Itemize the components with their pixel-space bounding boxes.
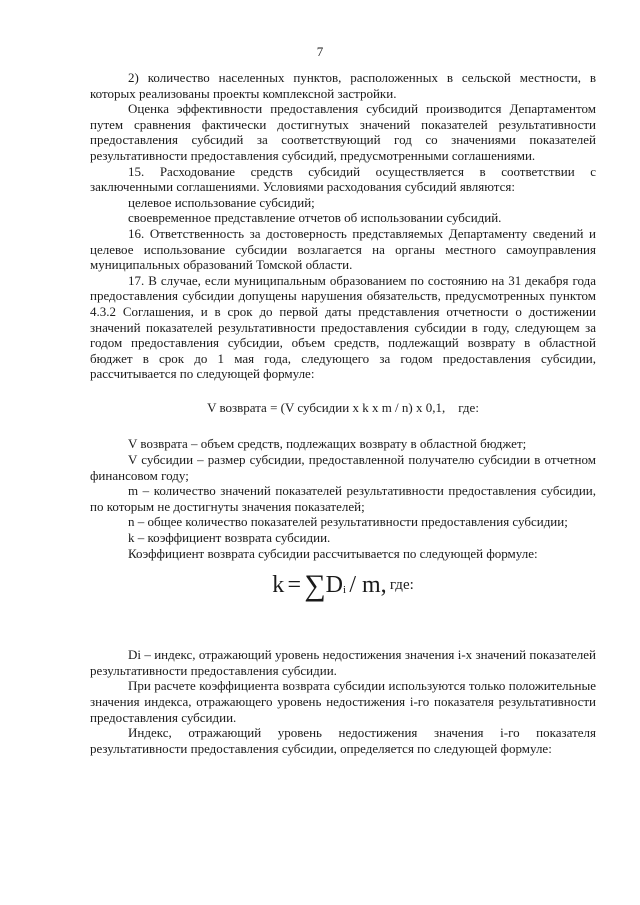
definition: k – коэффициент возврата субсидии.: [128, 530, 331, 546]
paragraph: 2) количество населенных пунктов, расположенных в сельской местности, в которых реализованы проекты комплексной застройки.: [90, 70, 596, 101]
paragraph: Di – индекс, отражающий уровень недостижения значения i-х значений показателей результативности предоставления субсидии.: [90, 647, 596, 678]
paragraph: 17. В случае, если муниципальным образованием по состоянию на 31 декабря года предоставления субсидии допущены нарушения обязательств, предусмотренных пунктом 4.3.2 Соглашения, и в срок до первой даты представления отчетности о достижении значений показателей результативности предоставления субсидии в году, следующем за годом предоставления субсидии, объем средств, подлежащий возврату в областной бюджет в срок до 1 мая года, следующего за годом предоставления субсидии, рассчитывается по следующей формуле:: [90, 272, 596, 382]
paragraph: своевременное представление отчетов об использовании субсидий.: [128, 210, 502, 226]
paragraph: 16. Ответственность за достоверность представляемых Департаменту сведений и целевое использование субсидии возлагается на органы местного самоуправления муниципальных образований Томской области.: [90, 225, 596, 273]
definition: V возврата – объем средств, подлежащих возврату в областной бюджет;: [128, 436, 527, 452]
definition: n – общее количество показателей результативности предоставления субсидии;: [128, 514, 568, 530]
sum-symbol: ∑: [304, 569, 326, 603]
formula-k-equals: =: [287, 572, 302, 599]
definition: Коэффициент возврата субсидии рассчитывается по следующей формуле:: [128, 545, 538, 561]
definition: m – количество значений показателей результативности предоставления субсидии, по которым не достигнуты значения показателей;: [90, 483, 596, 514]
definition: V субсидии – размер субсидии, предоставленной получателю субсидии в отчетном финансовом году;: [90, 452, 596, 483]
formula-k-tail: где:: [389, 577, 414, 594]
paragraph: 15. Расходование средств субсидий осуществляется в соответствии с заключенными соглашениями. Условиями расходования субсидий являются:: [90, 163, 596, 195]
formula-coefficient: [90, 569, 596, 617]
formula-return-volume: V возврата = (V субсидии x k x m / n) x 0,1, где:: [207, 399, 479, 415]
page-number: 7: [316, 44, 324, 59]
document-body: [90, 70, 596, 756]
formula-k-var: D: [325, 572, 343, 599]
paragraph: Индекс, отражающий уровень недостижения значения i-го показателя результативности предоставления субсидии, определяется по следующей формуле:: [90, 725, 596, 756]
formula-k-sub: i: [343, 584, 347, 597]
formula-k-div: / m,: [349, 572, 387, 599]
formula-k-lhs: k: [272, 572, 285, 599]
paragraph: При расчете коэффициента возврата субсидии используются только положительные значения индекса, отражающего уровень недостижения i-го показателя результативности предоставления субсидии.: [90, 678, 596, 725]
paragraph: Оценка эффективности предоставления субсидий производится Департаментом путем сравнения фактически достигнутых значений показателей результативности предоставления субсидий за соответствующий год со значениями показателей результативности предоставления субсидий, предусмотренными соглашениями.: [90, 101, 596, 163]
paragraph: целевое использование субсидий;: [128, 194, 315, 210]
